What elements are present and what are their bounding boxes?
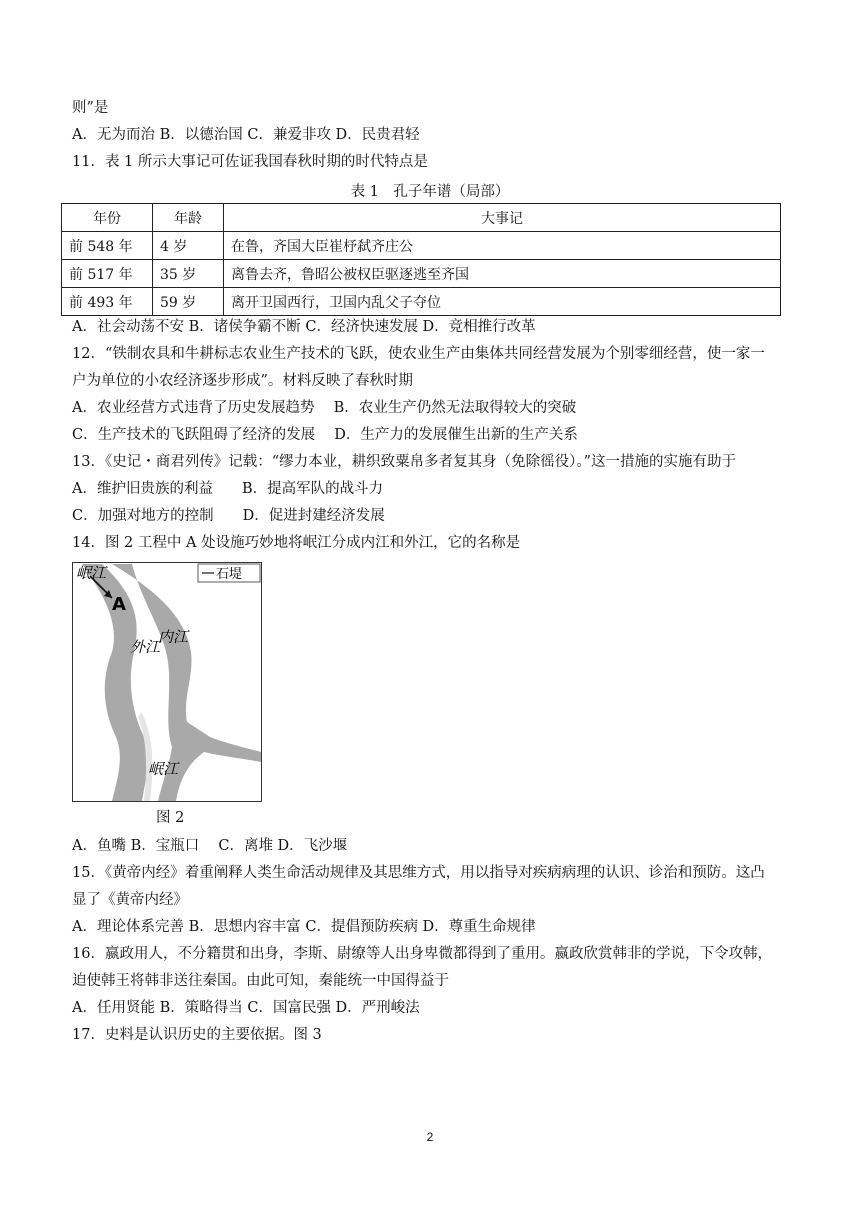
point-a-label: A [112, 594, 126, 615]
river-map [72, 562, 262, 802]
option-line: A．维护旧贵族的利益 B．提高军队的战斗力 [72, 481, 384, 497]
cell-event: 离鲁去齐，鲁昭公被权臣驱逐逃至齐国 [224, 260, 781, 288]
table-row [62, 232, 781, 260]
chronology-table [61, 203, 781, 316]
waijiang-label: 外江 [130, 638, 161, 656]
cell-age: 59 岁 [153, 288, 224, 316]
table-caption: 表 1 孔子年谱（局部） [350, 184, 510, 200]
option-line: A．农业经营方式违背了历史发展趋势 B．农业生产仍然无法取得较大的突破 [72, 400, 577, 416]
cell-year: 前 517 年 [62, 260, 153, 288]
question-16: 16．嬴政用人，不分籍贯和出身，李斯、尉缭等人出身卑微都得到了重用。嬴政欣赏韩非的学说，下令攻韩， [72, 946, 772, 962]
option-line: A．社会动荡不安 B．诸侯争霸不断 C．经济快速发展 D．竞相推行改革 [72, 319, 536, 335]
cell-age: 35 岁 [153, 260, 224, 288]
neijiang-label: 内江 [158, 628, 189, 646]
option-line: C．加强对地方的控制 D．促进封建经济发展 [72, 508, 385, 524]
dujiangyan-figure [72, 562, 262, 802]
text-line: 则”是 [72, 100, 109, 116]
header-year: 年份 [62, 204, 153, 232]
option-line: A．无为而治 B．以德治国 C．兼爱非攻 D．民贵君轻 [72, 127, 420, 143]
option-line: A．任用贤能 B．策略得当 C．国富民强 D．严刑峻法 [72, 1000, 420, 1016]
question-15: 15．《黄帝内经》着重阐释人类生命活动规律及其思维方式，用以指导对疾病病理的认识、诊治和预防。这凸 [72, 865, 765, 881]
page-number: 2 [426, 1130, 434, 1144]
question-11: 11．表 1 所示大事记可佐证我国春秋时期的时代特点是 [72, 154, 428, 170]
minjiang-label-bottom: 岷江 [148, 760, 179, 778]
text-line: 迫使韩王将韩非送往秦国。由此可知，秦能统一中国得益于 [72, 973, 449, 989]
cell-event: 离开卫国西行，卫国内乱父子夺位 [224, 288, 781, 316]
cell-year: 前 548 年 [62, 232, 153, 260]
table-row [62, 288, 781, 316]
figure-caption: 图 2 [156, 810, 185, 826]
cell-year: 前 493 年 [62, 288, 153, 316]
option-line: A．理论体系完善 B．思想内容丰富 C．提倡预防疾病 D．尊重生命规律 [72, 919, 536, 935]
question-12: 12．“铁制农具和牛耕标志农业生产技术的飞跃，使农业生产由集体共同经营发展为个别零细经营，使一家一 [72, 346, 765, 362]
header-age: 年龄 [153, 204, 224, 232]
question-14: 14．图 2 工程中 A 处设施巧妙地将岷江分成内江和外江，它的名称是 [72, 535, 521, 551]
header-events: 大事记 [224, 204, 781, 232]
option-line: C．生产技术的飞跃阻碍了经济的发展 D．生产力的发展催生出新的生产关系 [72, 427, 578, 443]
legend-label: 石堤 [216, 567, 243, 582]
text-line: 显了《黄帝内经》 [72, 892, 188, 908]
table-header-row [62, 204, 781, 232]
text-line: 户为单位的小农经济逐步形成”。材料反映了春秋时期 [72, 373, 413, 389]
option-line: A．鱼嘴 B．宝瓶口 C．离堆 D．飞沙堰 [72, 838, 348, 854]
cell-age: 4 岁 [153, 232, 224, 260]
question-17: 17．史料是认识历史的主要依据。图 3 [72, 1027, 322, 1043]
minjiang-label-top: 岷江 [76, 564, 107, 582]
question-13: 13．《史记・商君列传》记载：“缪力本业，耕织致粟帛多者复其身（免除徭役）。”这一措施的实施有助于 [72, 454, 737, 470]
cell-event: 在鲁，齐国大臣崔杼弑齐庄公 [224, 232, 781, 260]
table-row [62, 260, 781, 288]
